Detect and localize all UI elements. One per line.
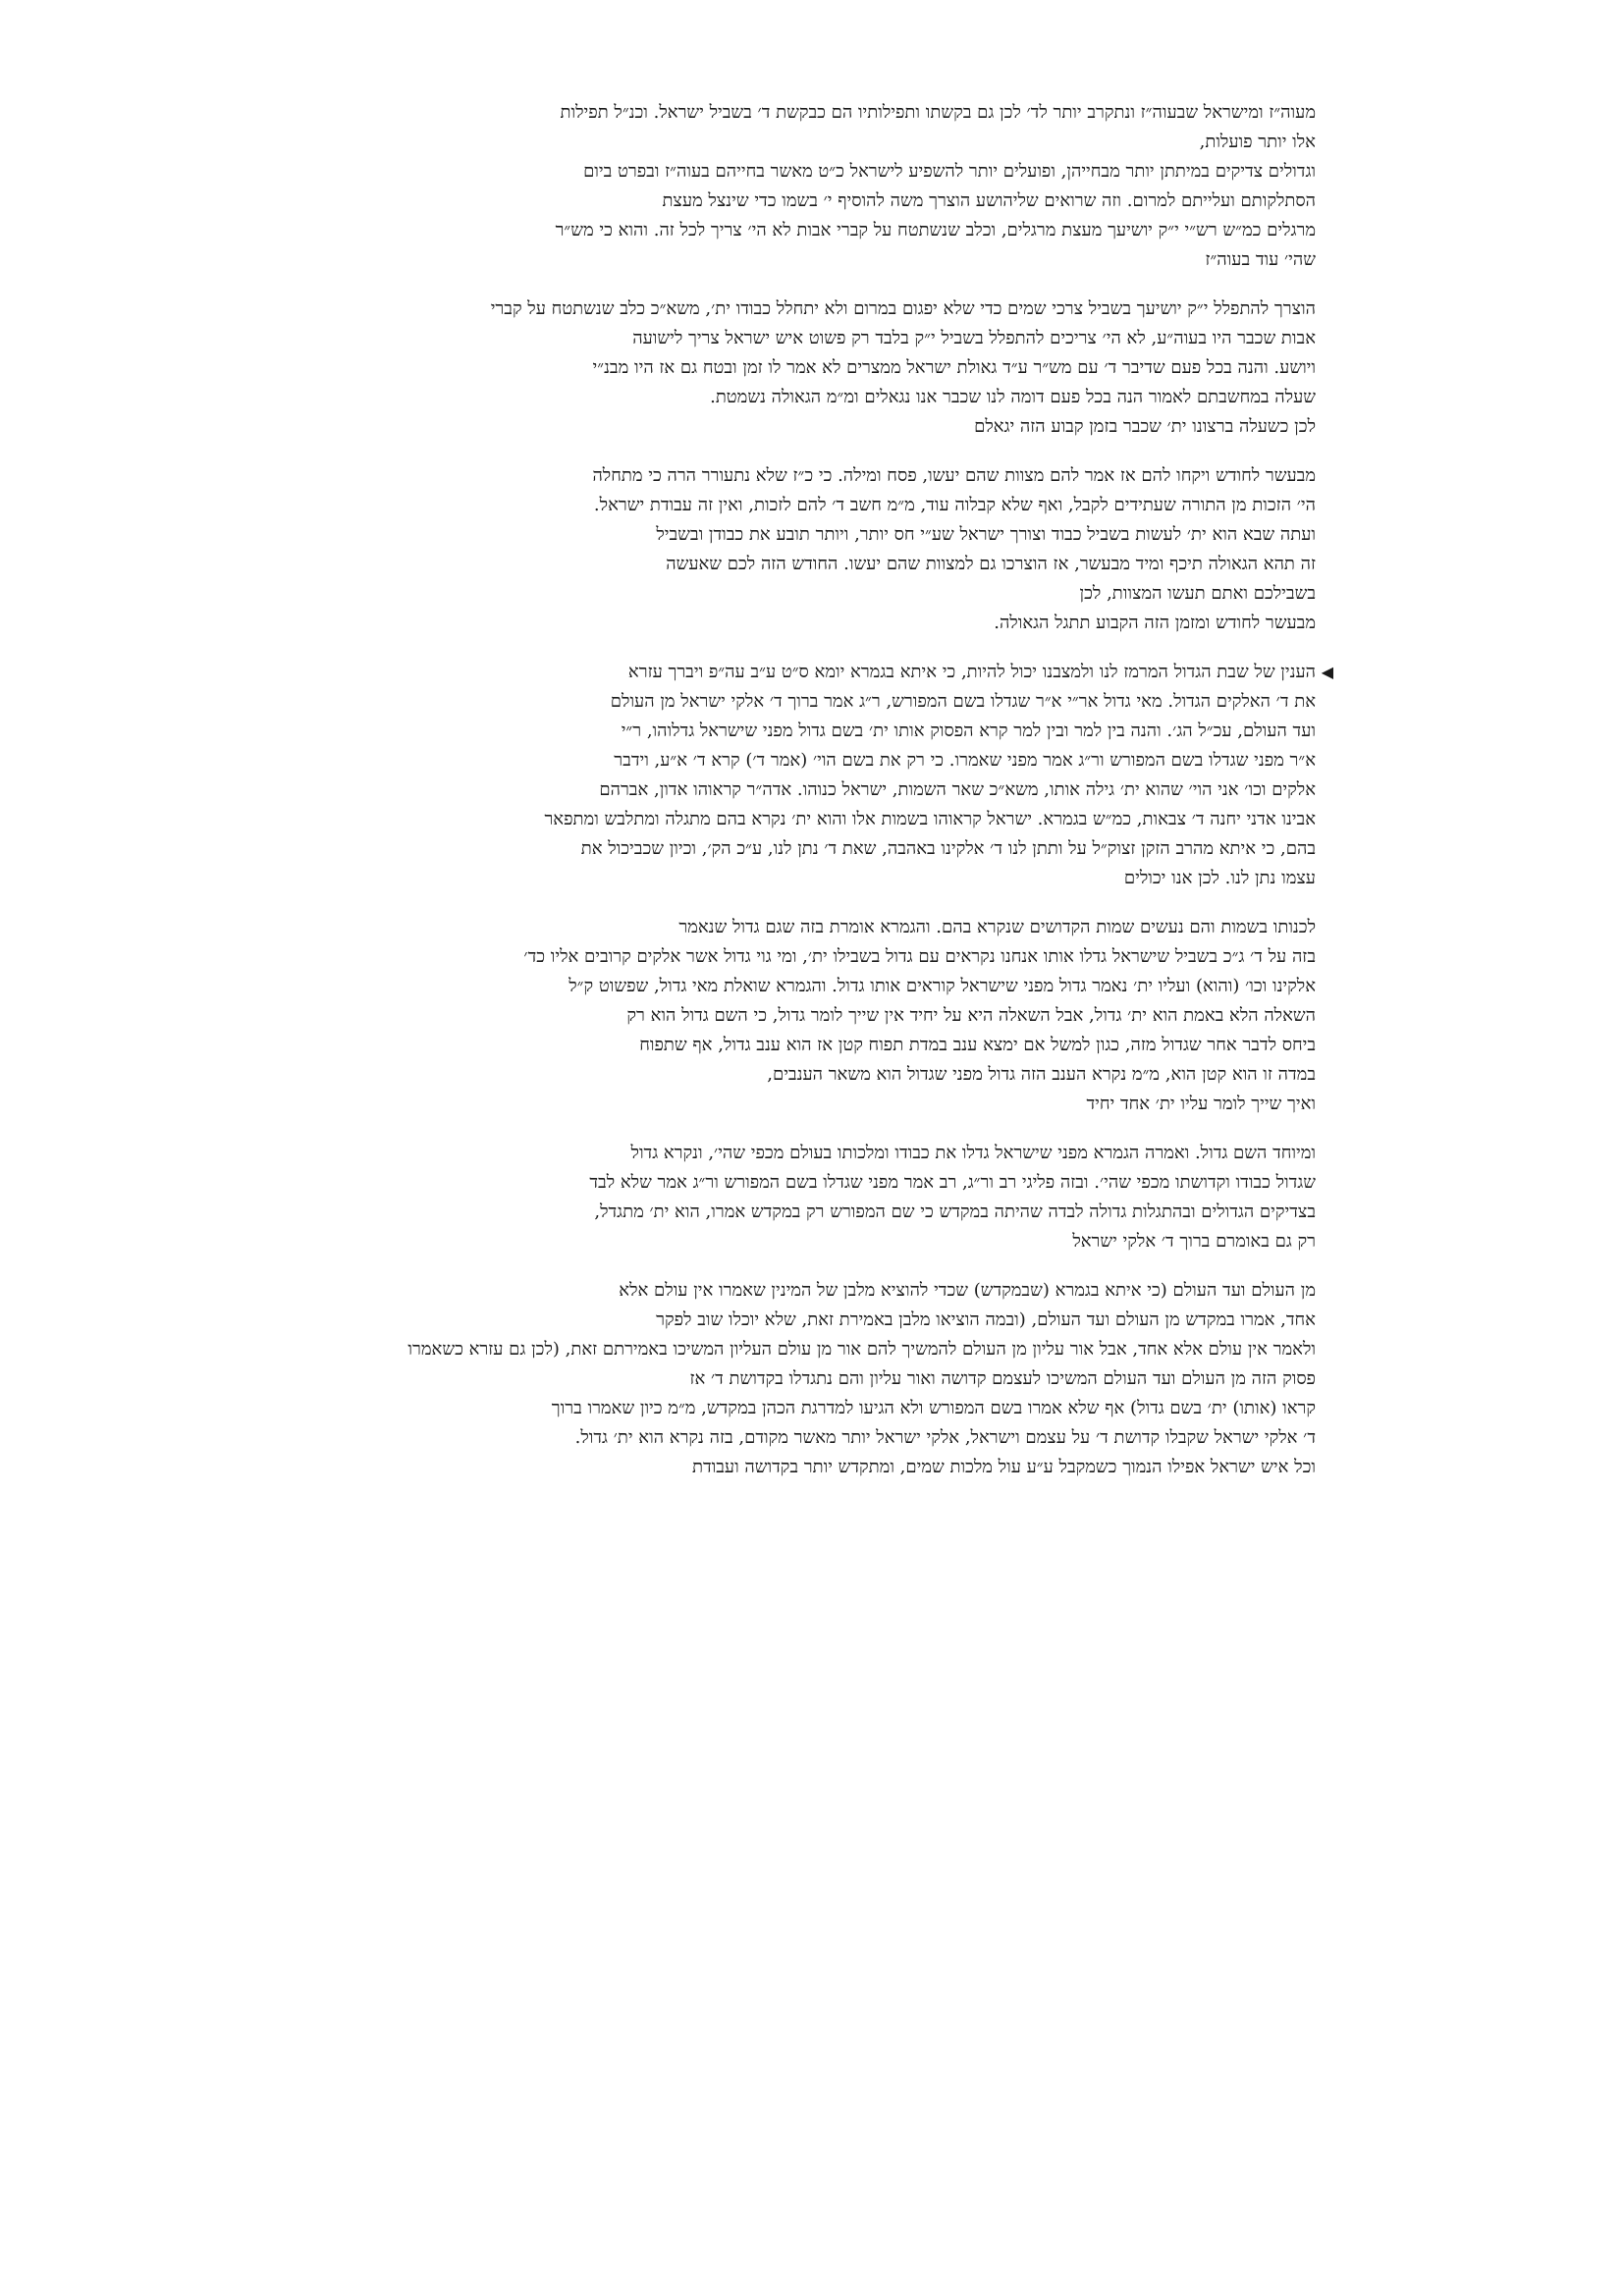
text-line: מבעשר לחודש ויקחו להם אז אמר להם מצוות שהם יעשו, פסח ומילה. כי כ״ז שלא נתעורר הרה כי מתחלה bbox=[592, 465, 1316, 486]
paragraph-3 bbox=[295, 461, 1316, 638]
text-line: הוצרך להתפלל י״ק יושיעך בשביל צרכי שמים כדי שלא יפגום במרום ולא יתחלל כבודו ית׳, משא״כ כלב שנשתטח על קברי bbox=[490, 298, 1316, 319]
text-line: בצדיקים הגדולים ובהתגלות גדולה לבדה שהיתה במקדש כי שם המפורש רק במקדש אמרו, הוא ית׳ מתגדל, bbox=[594, 1201, 1316, 1222]
text-line: עצמו נתן לנו. לכן אנו יכולים bbox=[1123, 868, 1316, 888]
paragraph-7 bbox=[295, 1276, 1316, 1482]
text-line: הי׳ הזכות מן התורה שעתידים לקבל, ואף שלא קבלוה עוד, מ״מ חשב ד׳ להם לזכות, ואין זה עבודת ישראל. bbox=[593, 495, 1316, 515]
text-line: לכן כשעלה ברצונו ית׳ שכבר בזמן קבוע הזה יגאלם bbox=[974, 416, 1316, 437]
text-line: ד׳ אלקי ישראל שקבלו קדושת ד׳ על עצמם וישראל, אלקי ישראל יותר מאשר מקודם, בזה נקרא הוא ית׳ גדול. bbox=[574, 1427, 1316, 1448]
paragraph-1 bbox=[295, 98, 1316, 275]
text-line: במדה זו הוא קטן הוא, מ״מ נקרא הענב הזה גדול מפני שגדול הוא משאר הענבים, bbox=[767, 1064, 1316, 1085]
text-line: מעוה״ז ומישראל שבעוה״ז ונתקרב יותר לד׳ לכן גם בקשתו ותפילותיו הם כבקשת ד׳ בשביל ישראל. וכנ״ל תפילות bbox=[560, 102, 1316, 123]
text-line: שהי׳ עוד בעוה״ז bbox=[1205, 249, 1316, 270]
text-line: לכנותו בשמות והם נעשים שמות הקדושים שנקרא בהם. והגמרא אומרת בזה שגם גדול שנאמר bbox=[678, 917, 1316, 937]
bullet-marker: ◀ bbox=[1321, 663, 1333, 681]
text-line: אחד, אמרו במקדש מן העולם ועד העולם, (ובמה הוציאו מלבן באמירת זאת, שלא יוכלו שוב לפקר bbox=[656, 1309, 1316, 1330]
text-line: מרגלים כמ״ש רש״י י״ק יושיעך מעצת מרגלים, וכלב שנשתטח על קברי אבות לא הי׳ צריך לכל זה. והוא כי מש״ר bbox=[555, 220, 1316, 240]
text-line: מבעשר לחודש ומזמן הזה הקבוע תתגל הגאולה. bbox=[994, 613, 1316, 633]
text-line: השאלה הלא באמת הוא ית׳ גדול, אבל השאלה היא על יחיד אין שייך לומר גדול, כי השם גדול הוא רק bbox=[626, 1005, 1316, 1026]
text-line: פסוק הזה מן העולם ועד העולם המשיכו לעצמם קדושה ואור עליון והם נתגדלו בקדושת ד׳ אז bbox=[689, 1368, 1316, 1389]
text-line: בשבילכם ואתם תעשו המצוות, לכן bbox=[1079, 583, 1316, 604]
text-line-content: הענין של שבת הגדול המרמז לנו ולמצבנו יכול להיות, כי איתא בגמרא יומא ס״ט ע״ב עה״פ ויברך עזרא bbox=[627, 662, 1316, 682]
text-line: וגדולים צדיקים במיתתן יותר מבחייהן, ופועלים יותר להשפיע לישראל כ״ט מאשר בחייהם בעוה״ז ובפרט ביום bbox=[583, 161, 1316, 182]
paragraph-2 bbox=[295, 294, 1316, 442]
manuscript-page bbox=[295, 98, 1333, 1502]
text-line: אלקים וכו׳ אני הוי׳ שהוא ית׳ גילה אותו, משא״כ שאר השמות, ישראל כנוהו. אדה״ר קראוהו אדון, אברהם bbox=[599, 779, 1316, 800]
text-line: ולאמר אין עולם אלא אחד, אבל אור עליון מן העולם להמשיך להם אור מן עולם העליון המשיכו באמירתם זאת, (לכן גם עזרא כשאמרו bbox=[407, 1339, 1316, 1360]
text-line: בזה על ד׳ ג״כ בשביל שישראל גדלו אותו אנחנו נקראים עם גדול בשבילו ית׳, ומי גוי גדול אשר אלקים קרובים אליו כד׳ bbox=[523, 946, 1316, 967]
paragraph-5 bbox=[295, 913, 1316, 1119]
text-line: ויושע. והנה בכל פעם שדיבר ד׳ עם מש״ר ע״ד גאולת ישראל ממצרים לא אמר לו זמן ובטח גם אז היו מבנ״י bbox=[592, 357, 1316, 378]
text-line bbox=[295, 658, 1333, 687]
text-line: ועתה שבא הוא ית׳ לעשות בשביל כבוד וצורך ישראל שע״י חס יותר, ויותר תובע את כבודן ובשביל bbox=[656, 524, 1316, 545]
text-line: את ד׳ האלקים הגדול. מאי גדול אר״י א״ר שגדלו בשם המפורש, ר״ג אמר ברוך ד׳ אלקי ישראל מן העולם bbox=[610, 691, 1316, 712]
text-line: קראו (אותו) ית׳ בשם גדול) אף שלא אמרו בשם המפורש ולא הגיעו למדרגת הכהן במקדש, מ״מ כיון שאמרו ברוך bbox=[551, 1398, 1316, 1418]
text-line: אבינו אדני יחנה ד׳ צבאות, כמ״ש בגמרא. ישראל קראוהו בשמות אלו והוא ית׳ נקרא בהם מתגלה ומתלבש ומתפאר bbox=[544, 809, 1316, 829]
text-line: אלו יותר פועלות, bbox=[1199, 132, 1316, 152]
paragraph-6 bbox=[295, 1139, 1316, 1256]
text-line: מן העולם ועד העולם (כי איתא בגמרא (שבמקדש) שכדי להוציא מלבן של המינין שאמרו אין עולם אלא bbox=[619, 1280, 1316, 1301]
text-line: ומיוחד השם גדול. ואמרה הגמרא מפני שישראל גדלו את כבודו ומלכותו בעולם מכפי שהי׳, ונקרא גדול bbox=[630, 1143, 1316, 1163]
text-line: ביחס לדבר אחר שגדול מזה, כגון למשל אם ימצא ענב במדת תפוח קטן אז הוא ענב גדול, אף שתפוח bbox=[639, 1035, 1316, 1055]
text-line: שעלה במחשבתם לאמור הנה בכל פעם דומה לנו שכבר אנו נגאלים ומ״מ הגאולה נשמטת. bbox=[710, 387, 1316, 407]
text-line: שגדול כבודו וקדושתו מכפי שהי׳. ובזה פליגי רב ור״ג, רב אמר מפני שגדלו בשם המפורש ור״ג אמר שלא לבד bbox=[589, 1172, 1316, 1193]
text-line: אלקינו וכו׳ (והוא) ועליו ית׳ נאמר גדול מפני שישראל קוראים אותו גדול. והגמרא שואלת מאי גדול, שפשוט ק״ל bbox=[568, 976, 1316, 996]
text-line: א״ר מפני שגדלו בשם המפורש ור״ג אמר מפני שאמרו. כי רק את בשם הוי׳ (אמר ד׳) קרא ד׳ א״ע, וידבר bbox=[614, 750, 1316, 771]
text-line: רק גם באומרם ברוך ד׳ אלקי ישראל bbox=[1072, 1231, 1316, 1252]
text-line: זה תהא הגאולה תיכף ומיד מבעשר, אז הוצרכו גם למצוות שהם יעשו. החודש הזה לכם שאעשה bbox=[666, 554, 1316, 574]
text-line: ואיך שייך לומר עליו ית׳ אחד יחיד bbox=[1086, 1094, 1316, 1114]
paragraph-4 bbox=[295, 658, 1333, 893]
text-line: אבות שכבר היו בעוה״ע, לא הי׳ צריכים להתפלל בשביל י״ק בלבד רק פשוט איש ישראל צריך לישועה bbox=[632, 328, 1316, 348]
text-line: ועד העולם, עכ״ל הג׳. והנה בין למר ובין למר קרא הפסוק אותו ית׳ בשם גדול מפני שישראל גדלוהו, ר״י bbox=[621, 721, 1316, 741]
text-line: וכל איש ישראל אפילו הנמוך כשמקבל ע״ע עול מלכות שמים, ומתקדש יותר בקדושה ועבודת bbox=[691, 1457, 1316, 1477]
text-line: הסתלקותם ועלייתם למרום. וזה שרואים שליהושע הוצרך משה להוסיף י׳ בשמו כדי שינצל מעצת bbox=[662, 190, 1316, 211]
text-line: בהם, כי איתא מהרב הזקן זצוק״ל על ותתן לנו ד׳ אלקינו באהבה, שאת ד׳ נתן לנו, ע״כ הק׳, וכיון שכביכול את bbox=[580, 838, 1316, 859]
